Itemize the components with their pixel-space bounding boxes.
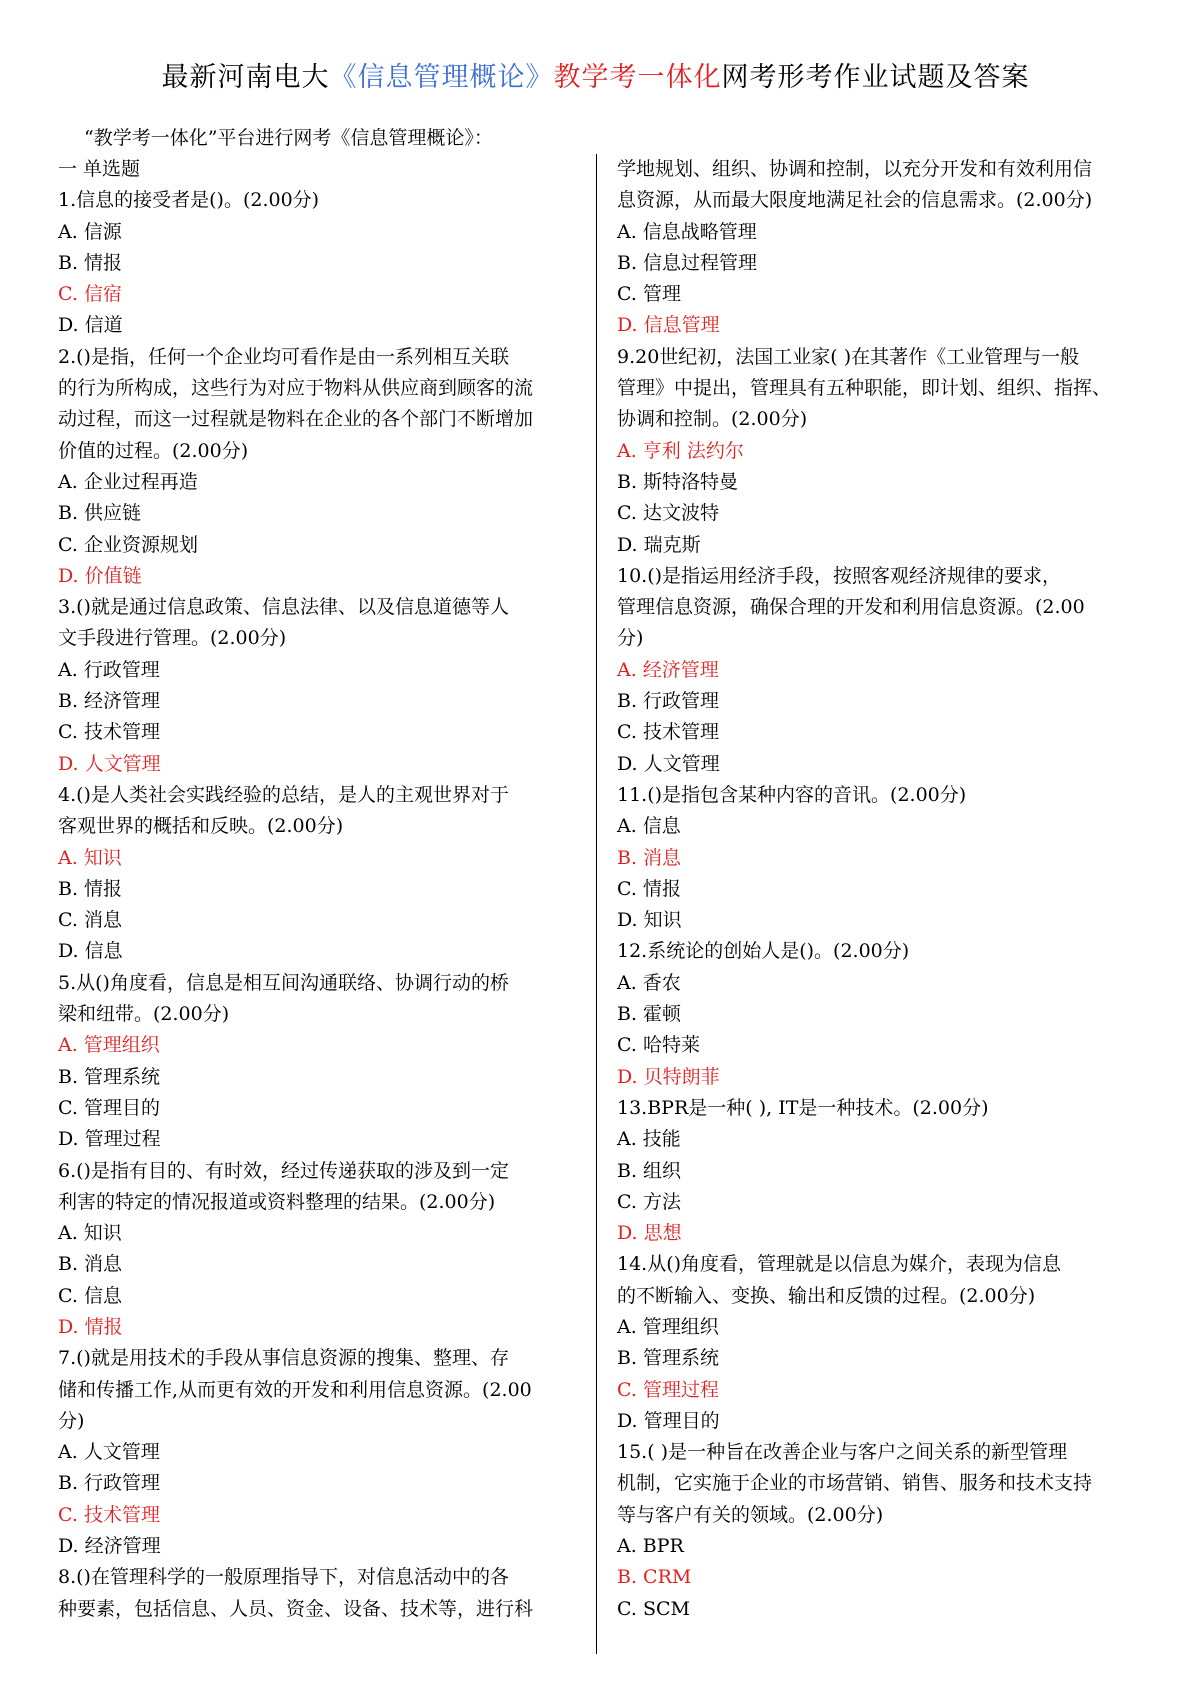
question-text-line: 管理信息资源，确保合理的开发和利用信息资源。(2.00	[617, 596, 1085, 619]
title-platform-name: 教学考一体化	[553, 62, 722, 93]
answer-option-correct: C. 技术管理	[58, 1503, 160, 1526]
answer-option: C. 哈特莱	[617, 1034, 700, 1057]
answer-option-correct: D. 人文管理	[58, 752, 161, 775]
answer-option: B. 经济管理	[58, 690, 161, 713]
answer-option-correct: D. 信息管理	[617, 314, 720, 337]
question-block	[58, 968, 585, 1156]
answer-option-correct: D. 情报	[58, 1315, 123, 1338]
answer-option: D. 管理过程	[58, 1128, 161, 1151]
answer-option-correct: D. 贝特朗菲	[617, 1065, 720, 1088]
question-text-line: 7.()就是用技术的手段从事信息资源的搜集、整理、存	[58, 1347, 509, 1370]
question-text-line: 15.( )是一种旨在改善企业与客户之间关系的新型管理	[617, 1441, 1068, 1464]
answer-option: B. 情报	[58, 877, 123, 900]
answer-option: A. 管理组织	[617, 1315, 719, 1338]
question-block	[58, 1156, 585, 1344]
question-text-line: 利害的特定的情况报道或资料整理的结果。(2.00分)	[58, 1190, 496, 1213]
answer-option: C. 消息	[58, 909, 122, 932]
question-text-line: 5.从()角度看，信息是相互间沟通联络、协调行动的桥	[58, 971, 509, 994]
answer-option: D. 瑞克斯	[617, 533, 701, 556]
question-block	[58, 342, 585, 592]
answer-option-correct: D. 思想	[617, 1222, 682, 1245]
answer-option: C. 管理目的	[58, 1096, 160, 1119]
question-text-line: 动过程，而这一过程就是物料在企业的各个部门不断增加	[58, 408, 534, 431]
answer-option-correct: D. 价值链	[58, 564, 142, 587]
answer-option: A. 信息战略管理	[617, 220, 757, 243]
answer-option: B. 组织	[617, 1159, 682, 1182]
answer-option: C. 方法	[617, 1190, 681, 1213]
question-block	[617, 1437, 1144, 1625]
title-course-name: 《信息管理概论》	[329, 62, 554, 93]
question-text-line: 4.()是人类社会实践经验的总结，是人的主观世界对于	[58, 783, 509, 806]
answer-option: B. 管理系统	[617, 1347, 720, 1370]
answer-option: B. 情报	[58, 251, 123, 274]
answer-option: C. 情报	[617, 877, 681, 900]
answer-option: D. 信息	[58, 940, 123, 963]
title-part-1: 最新河南电大	[161, 62, 330, 93]
answer-option: C. SCM	[617, 1597, 690, 1620]
question-block	[617, 154, 1144, 342]
question-text-line: 1.信息的接受者是()。(2.00分)	[58, 189, 320, 212]
question-text-line: 8.()在管理科学的一般原理指导下，对信息活动中的各	[58, 1566, 509, 1589]
question-text-line: 等与客户有关的领域。(2.00分)	[617, 1503, 884, 1526]
answer-option: D. 人文管理	[617, 752, 720, 775]
answer-option: A. 企业过程再造	[58, 470, 198, 493]
question-text-line: 11.()是指包含某种内容的音讯。(2.00分)	[617, 783, 967, 806]
answer-option: A. 行政管理	[58, 658, 160, 681]
question-text-line: 12.系统论的创始人是()。(2.00分)	[617, 940, 910, 963]
question-text-line: 3.()就是通过信息政策、信息法律、以及信息道德等人	[58, 596, 509, 619]
answer-option: C. 企业资源规划	[58, 533, 198, 556]
question-block	[58, 1343, 585, 1562]
answer-option: B. 斯特洛特曼	[617, 470, 739, 493]
title-part-4: 网考形考作业试题及答案	[721, 62, 1030, 93]
question-text-line: 梁和纽带。(2.00分)	[58, 1003, 230, 1026]
section-heading: 一 单选题	[58, 158, 141, 180]
answer-option: D. 经济管理	[58, 1535, 161, 1558]
document-title	[0, 58, 1191, 98]
answer-option-correct: B. 消息	[617, 846, 682, 869]
answer-option: A. 信息	[617, 815, 681, 838]
answer-option: C. 技术管理	[58, 721, 160, 744]
answer-option-correct: A. 亨利 法约尔	[617, 439, 744, 462]
answer-option: C. 信息	[58, 1284, 122, 1307]
question-block	[617, 1249, 1144, 1437]
answer-option: D. 管理目的	[617, 1409, 720, 1432]
question-block	[617, 780, 1144, 936]
question-block	[58, 185, 585, 341]
question-text-line: 13.BPR是一种( ), IT是一种技术。(2.00分)	[617, 1096, 989, 1119]
question-text-line: 的不断输入、变换、输出和反馈的过程。(2.00分)	[617, 1284, 1036, 1307]
answer-option: A. BPR	[617, 1535, 684, 1558]
question-text-line: 客观世界的概括和反映。(2.00分)	[58, 815, 344, 838]
question-text-line: 2.()是指，任何一个企业均可看作是由一系列相互关联	[58, 345, 509, 368]
answer-option: A. 技能	[617, 1128, 681, 1151]
answer-option-correct: A. 经济管理	[617, 658, 719, 681]
answer-option-correct: C. 管理过程	[617, 1378, 719, 1401]
question-text-line: 学地规划、组织、协调和控制，以充分开发和有效利用信	[617, 158, 1093, 180]
question-block	[617, 561, 1144, 780]
answer-option: B. 消息	[58, 1253, 123, 1276]
question-block	[58, 780, 585, 968]
question-text-line: 文手段进行管理。(2.00分)	[58, 627, 287, 650]
intro-text: “教学考一体化”平台进行网考《信息管理概论》：	[84, 127, 493, 149]
column-divider	[596, 154, 597, 1654]
answer-option: C. 达文波特	[617, 502, 719, 525]
question-text-line: 价值的过程。(2.00分)	[58, 439, 249, 462]
question-block	[58, 592, 585, 780]
question-text-line: 协调和控制。(2.00分)	[617, 408, 808, 431]
question-block	[58, 1562, 585, 1625]
question-text-line: 储和传播工作,从而更有效的开发和利用信息资源。(2.00	[58, 1378, 532, 1401]
question-text-line: 种要素，包括信息、人员、资金、设备、技术等，进行科	[58, 1597, 534, 1620]
question-text-line: 息资源，从而最大限度地满足社会的信息需求。(2.00分)	[617, 189, 1093, 212]
answer-option: B. 行政管理	[58, 1472, 161, 1495]
question-text-line: 分)	[617, 627, 644, 650]
left-column	[58, 154, 585, 1625]
answer-option: D. 知识	[617, 909, 682, 932]
answer-option: C. 技术管理	[617, 721, 719, 744]
answer-option: A. 信源	[58, 220, 122, 243]
question-text-line: 10.()是指运用经济手段，按照客观经济规律的要求，	[617, 564, 1062, 587]
question-text-line: 6.()是指有目的、有时效，经过传递获取的涉及到一定	[58, 1159, 509, 1182]
right-column	[617, 154, 1144, 1625]
answer-option: B. 信息过程管理	[617, 251, 758, 274]
answer-option-correct: C. 信宿	[58, 283, 122, 306]
answer-option: C. 管理	[617, 283, 681, 306]
answer-option: A. 知识	[58, 1222, 122, 1245]
question-text-line: 的行为所构成，这些行为对应于物料从供应商到顾客的流	[58, 377, 534, 400]
question-text-line: 分)	[58, 1409, 85, 1432]
question-text-line: 管理》中提出，管理具有五种职能，即计划、组织、指挥、	[617, 377, 1112, 400]
answer-option-correct: A. 管理组织	[58, 1034, 160, 1057]
answer-option: B. 管理系统	[58, 1065, 161, 1088]
answer-option: A. 香农	[617, 971, 681, 994]
answer-option-correct: A. 知识	[58, 846, 122, 869]
answer-option-correct: B. CRM	[617, 1566, 692, 1589]
question-block	[617, 936, 1144, 1092]
question-block	[617, 1093, 1144, 1249]
answer-option: B. 霍顿	[617, 1003, 682, 1026]
question-text-line: 14.从()角度看，管理就是以信息为媒介，表现为信息	[617, 1253, 1062, 1276]
question-text-line: 机制，它实施于企业的市场营销、销售、服务和技术支持	[617, 1472, 1093, 1495]
answer-option: D. 信道	[58, 314, 123, 337]
answer-option: B. 供应链	[58, 502, 142, 525]
answer-option: A. 人文管理	[58, 1441, 160, 1464]
question-text-line: 9.20世纪初，法国工业家( )在其著作《工业管理与一般	[617, 345, 1080, 368]
answer-option: B. 行政管理	[617, 690, 720, 713]
question-block	[617, 342, 1144, 561]
